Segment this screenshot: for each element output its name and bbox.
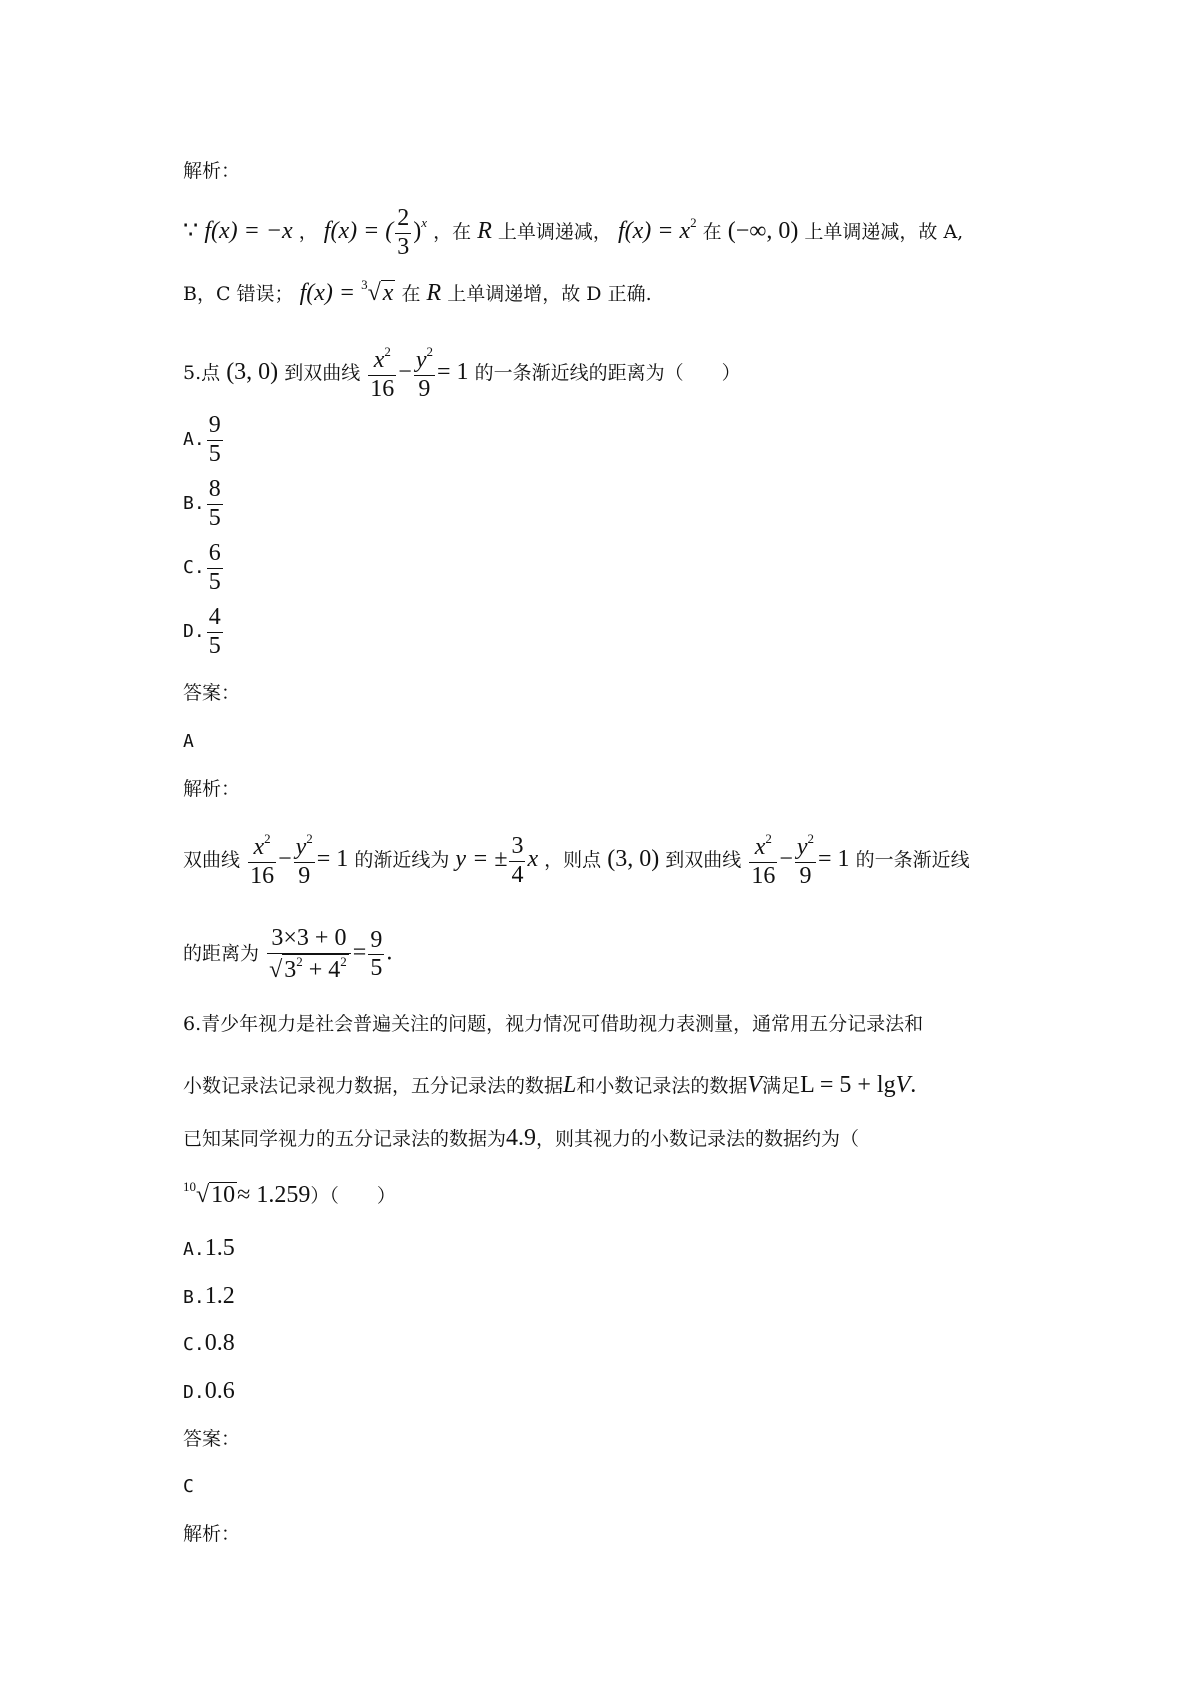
var-y: y [415, 347, 427, 373]
text: ，在 [433, 221, 472, 244]
approx-value: ≈ 1.259 [237, 1182, 311, 1208]
text: 在 [401, 283, 421, 305]
q6-option-a[interactable] [183, 1236, 235, 1260]
frac-den: 5 [208, 568, 221, 595]
q6-line1: 6.青少年视力是社会普遍关注的问题，视力情况可借助视力表测量，通常用五分记录法和 [183, 1013, 924, 1035]
text: 的一条渐近线的距离为（ ） [474, 362, 741, 385]
var-L: L [563, 1072, 577, 1098]
equals: = [352, 939, 367, 966]
q5-option-d[interactable] [183, 604, 225, 660]
text: 的距离为 [183, 942, 260, 965]
set-R: R [426, 280, 442, 306]
q5-option-a[interactable] [183, 412, 225, 468]
text: 双曲线 [183, 849, 241, 872]
paren-close: ) [413, 218, 422, 245]
func-f4: f(x) = [299, 280, 362, 306]
fraction-2-3 [395, 205, 411, 261]
q5-option-c[interactable] [183, 540, 225, 596]
set-R: R [477, 218, 492, 245]
q6-line4 [183, 1180, 396, 1207]
frac-den: 16 [370, 375, 395, 402]
option-label: C. [183, 557, 205, 579]
var-V: V [895, 1072, 911, 1098]
option-label: A. [183, 1239, 205, 1260]
text: 和小数记录法的数据 [576, 1075, 748, 1097]
q6-option-b[interactable] [183, 1284, 235, 1308]
point: (3, 0) [226, 359, 279, 386]
option-value: 1.2 [204, 1283, 235, 1309]
text: B，C 错误； [183, 283, 294, 305]
formula: L = 5 + lg [800, 1072, 896, 1098]
frac-den: 5 [208, 504, 221, 531]
option-label: B. [183, 1287, 205, 1308]
q6-answer-label: 答案： [183, 1428, 241, 1450]
q6-analysis-label: 解析： [183, 1523, 241, 1545]
text: 到双曲线 [284, 362, 361, 385]
q5-stem: 5.点 (3, 0) 到双曲线 $\frac{x^2}{16}$ − $\frac{y^2}{9}$ = 1 的一条渐近线的距离为（ ） [183, 344, 741, 402]
root-index: 3 [361, 277, 368, 292]
fraction-3-4: $\frac{3}{4}$ [511, 833, 524, 888]
asymptote: y = ± [455, 846, 508, 873]
since-symbol: ∵ [183, 218, 199, 245]
q6-answer: C [183, 1476, 194, 1497]
fraction-x2-16: $\frac{x^2}{16}$ [250, 831, 275, 889]
q5-answer: A [183, 731, 194, 752]
text: 已知某同学视力的五分记录法的数据为 [183, 1128, 507, 1150]
frac-num: 8 [207, 476, 223, 505]
equals-one: = 1 [436, 359, 469, 386]
fraction-y2-9 [414, 345, 435, 403]
q5-analysis-line2: 的距离为 $\frac{3\times 3 + 0}{√3^2 + 4^2}$ = $\frac{9}{5}$ . [183, 925, 393, 983]
func-f2-lhs: f(x) = ( [323, 218, 394, 245]
text: 上单调递减，故 A, [804, 221, 964, 244]
frac-num: 9 [207, 412, 223, 441]
q4-analysis-line1 [183, 205, 963, 261]
value: 4.9 [506, 1125, 537, 1151]
option-label: B. [183, 493, 205, 515]
exponent: 2 [384, 344, 391, 359]
text: ，则点 [544, 849, 602, 872]
q5-analysis-line1: 双曲线 $\frac{x^2}{16}$ − $\frac{y^2}{9}$ = 1 的渐近线为 y = ± $\frac{3}{4}$ x ，则点 (3, 0) 到双曲线 $\frac{x^2}{16}$ − $\frac{y^2}{9}$ = 1 的一条渐近线 [183, 831, 970, 889]
q4-analysis-label: 解析： [183, 160, 241, 182]
func-f3: f(x) = x [617, 218, 691, 245]
root-index: 10 [183, 1179, 196, 1194]
option-label: D. [183, 1382, 205, 1403]
text: ）（ ） [310, 1185, 396, 1207]
question-number: 5.点 [183, 362, 221, 385]
q6-option-c[interactable] [183, 1331, 235, 1355]
separator: ， [298, 221, 318, 244]
text: 到双曲线 [665, 849, 742, 872]
radical-sign: √ [196, 1182, 210, 1208]
option-value: 0.6 [204, 1378, 235, 1404]
func-f1: f(x) = −x [204, 218, 293, 245]
text: 的一条渐近线 [855, 849, 970, 872]
text: 上单调递减， [497, 221, 612, 244]
interval: (−∞, 0) [727, 218, 799, 245]
var-x: x [527, 846, 539, 873]
frac-num: 4 [207, 604, 223, 633]
option-label: A. [183, 429, 205, 451]
radicand: 10 [211, 1182, 236, 1208]
result-fraction: $\frac{9}{5}$ [370, 926, 383, 982]
q5-option-b[interactable] [183, 476, 225, 532]
radical-sign: √ [367, 280, 381, 306]
fraction-x2-16 [368, 345, 396, 403]
frac-den: 5 [208, 632, 221, 659]
q4-analysis-line2 [183, 278, 652, 305]
q5-answer-label: 答案： [183, 682, 241, 704]
text: 在 [702, 221, 722, 244]
text: 上单调递增，故 D 正确. [447, 283, 652, 305]
option-label: D. [183, 621, 205, 643]
q6-line2: 小数记录法记录视力数据，五分记录法的数据L和小数记录法的数据V满足L = 5 + lgV. [183, 1072, 917, 1098]
point: (3, 0) [607, 846, 660, 873]
text: 满足 [762, 1075, 801, 1097]
q5-analysis-label: 解析： [183, 778, 241, 800]
option-value: 1.5 [204, 1235, 235, 1261]
frac-num: 6 [207, 540, 223, 569]
frac-den: 9 [418, 375, 431, 402]
text: 的渐近线为 [354, 849, 450, 872]
text: ，则其视力的小数记录法的数据约为（ [536, 1128, 860, 1150]
q6-line3 [183, 1126, 859, 1150]
frac-num: 2 [395, 205, 411, 234]
exponent: x [421, 215, 428, 231]
exponent: 2 [426, 344, 433, 359]
text: 小数记录法记录视力数据，五分记录法的数据 [183, 1075, 564, 1097]
var-x: x [373, 347, 385, 373]
option-label: C. [183, 1334, 205, 1355]
var-V: V [747, 1072, 763, 1098]
option-value: 0.8 [204, 1330, 235, 1356]
frac-den: 5 [208, 440, 221, 467]
radicand: x [382, 280, 394, 306]
fraction-y2-9: $\frac{y^2}{9}$ [295, 831, 313, 889]
exponent: 2 [690, 215, 697, 231]
distance-fraction: $\frac{3\times 3 + 0}{√3^2 + 4^2}$ [267, 925, 351, 984]
q6-option-d[interactable] [183, 1379, 235, 1403]
frac-den: 3 [397, 233, 410, 260]
